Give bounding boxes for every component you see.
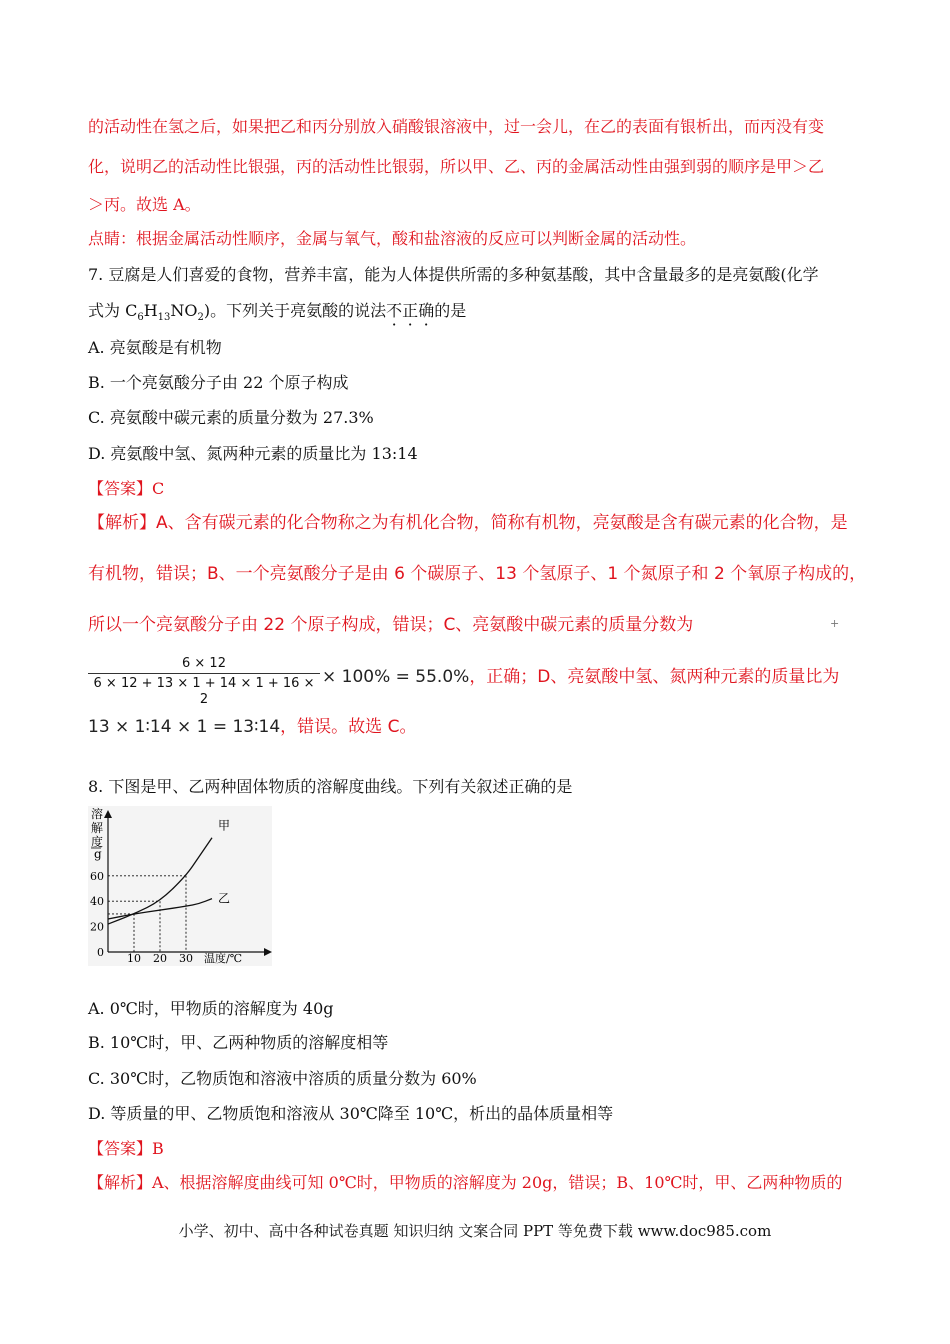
series-label: 甲	[218, 818, 231, 833]
q8-option-a: A. 0℃时，甲物质的溶解度为 40g	[88, 999, 334, 1018]
fraction-denominator: 6 × 12 + 13 × 1 + 14 × 1 + 16 × 2	[93, 676, 315, 707]
mass-fraction-formula	[88, 656, 320, 708]
q7-explanation: 有机物，错误；B、一个亮氨酸分子是由 6 个碳原子、13 个氢原子、1 个氮原子和 2 个氧原子构成的，	[88, 564, 867, 584]
emphasis-char: 不	[386, 301, 403, 320]
q8-stem: 8. 下图是甲、乙两种固体物质的溶解度曲线。下列有关叙述正确的是	[88, 777, 573, 796]
q7-option-a: A. 亮氨酸是有机物	[88, 338, 222, 357]
y-axis-label-1: 溶	[91, 807, 104, 821]
chart-background	[88, 806, 272, 966]
q7-stem-text: )。下列关于亮氨酸的说法	[203, 301, 387, 320]
y-tick-label: 20	[90, 920, 104, 934]
y-axis-label-3: 度	[91, 835, 104, 849]
series-label: 乙	[218, 891, 231, 906]
q8-option-d: D. 等质量的甲、乙物质饱和溶液从 30℃降至 10℃，析出的晶体质量相等	[88, 1104, 614, 1123]
q8-option-b: B. 10℃时，甲、乙两种物质的溶解度相等	[88, 1033, 389, 1052]
formula-element: H	[143, 301, 158, 320]
q7-stem: 7. 豆腐是人们喜爱的食物，营养丰富，能为人体提供所需的多种氨基酸，其中含量最多的是亮氨酸(化学	[88, 265, 819, 284]
q7-stem-text: 的是	[434, 301, 467, 320]
formula-subscript: 13	[157, 312, 171, 324]
q7-answer: 【答案】C	[88, 479, 165, 498]
y-axis-label-2: 解	[91, 821, 104, 835]
q8-answer: 【答案】B	[88, 1139, 164, 1158]
explanation-line: 化，说明乙的活动性比银强，丙的活动性比银弱，所以甲、乙、丙的金属活动性由强到弱的顺序是甲＞乙	[88, 157, 825, 176]
x-tick-label: 10	[127, 952, 141, 965]
y-tick-label: 40	[90, 895, 104, 909]
explanation-line: ＞丙。故选 A。	[88, 195, 201, 214]
edit-marker: +	[830, 617, 840, 630]
q7-option-c: C. 亮氨酸中碳元素的质量分数为 27.3%	[88, 408, 374, 427]
formula-element: NO	[170, 301, 198, 320]
formula-result-line	[322, 666, 839, 688]
ratio-formula: 13 × 1∶14 × 1 = 13∶14	[88, 717, 281, 737]
q7-explanation: ，错误。故选 C。	[280, 717, 417, 737]
q8-option-c: C. 30℃时，乙物质饱和溶液中溶质的质量分数为 60%	[88, 1069, 477, 1088]
y-tick-label: 0	[97, 946, 104, 959]
q7-explanation: 所以一个亮氨酸分子由 22 个原子构成，错误；C、亮氨酸中碳元素的质量分数为	[88, 615, 694, 635]
x-tick-label: 20	[153, 952, 167, 965]
q7-explanation: 【解析】A、含有碳元素的化合物称之为有机化合物，简称有机物，亮氨酸是含有碳元素的化合物，是	[88, 513, 848, 533]
q7-option-d: D. 亮氨酸中氢、氮两种元素的质量比为 13:14	[88, 444, 418, 463]
page-footer: 小学、初中、高中各种试卷真题 知识归纳 文案合同 PPT 等免费下载 www.doc985.com	[178, 1222, 772, 1240]
fraction-bar	[88, 673, 320, 674]
solubility-chart	[88, 806, 278, 966]
tip-line: 点睛：根据金属活动性顺序，金属与氧气，酸和盐溶液的反应可以判断金属的活动性。	[88, 229, 697, 248]
emphasis-char: 正	[402, 301, 419, 320]
y-axis-label-4: g	[94, 847, 102, 861]
formula-result: × 100% = 55.0%	[322, 667, 470, 687]
q7-stem-text: 式为 C	[88, 301, 138, 320]
emphasis-text	[386, 301, 434, 320]
x-axis-label: 温度/℃	[204, 952, 243, 965]
q8-explanation: 【解析】A、根据溶解度曲线可知 0℃时，甲物质的溶解度为 20g，错误；B、10℃时，甲、乙两种物质的	[88, 1173, 843, 1192]
explanation-line: 的活动性在氢之后，如果把乙和丙分别放入硝酸银溶液中，过一会儿，在乙的表面有银析出，而丙没有变	[88, 117, 825, 136]
x-tick-label: 30	[179, 952, 193, 965]
ratio-line	[88, 716, 416, 738]
formula-subscript: 2	[197, 312, 204, 324]
q7-stem-formula	[88, 300, 466, 329]
formula-subscript: 6	[137, 312, 144, 324]
emphasis-char: 确	[418, 301, 435, 320]
fraction-numerator: 6 × 12	[182, 656, 226, 671]
y-tick-label: 60	[90, 869, 104, 883]
q7-option-b: B. 一个亮氨酸分子由 22 个原子构成	[88, 373, 349, 392]
q7-explanation: ，正确；D、亮氨酸中氢、氮两种元素的质量比为	[469, 667, 840, 687]
